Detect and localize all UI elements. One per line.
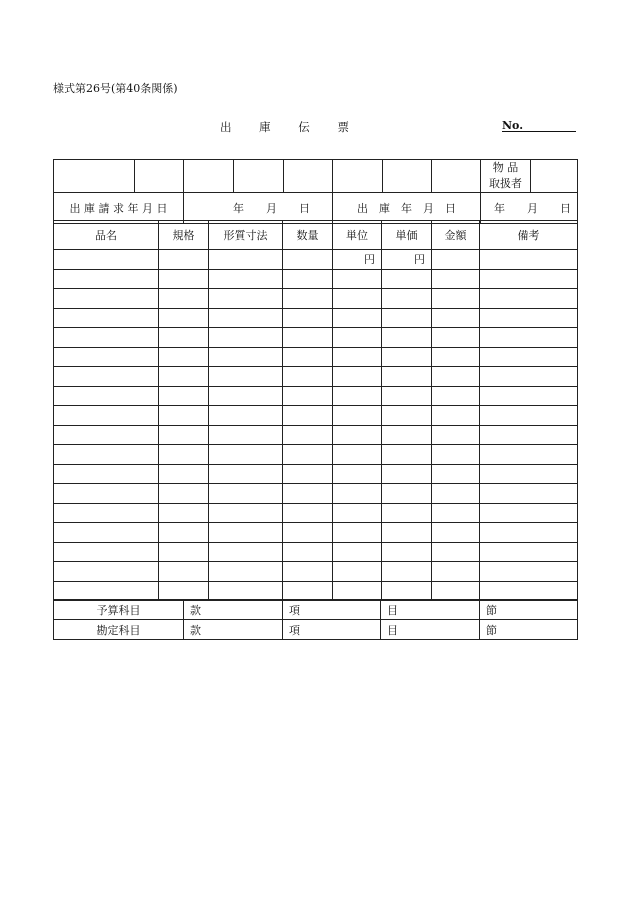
spec-cell[interactable] (159, 464, 209, 484)
stamp-cell[interactable] (284, 160, 333, 193)
table-row (54, 464, 578, 484)
unit-price-cell[interactable] (382, 269, 432, 289)
spec-cell[interactable] (159, 386, 209, 406)
budget-kou-field[interactable]: 項 (283, 600, 381, 620)
stamp-cell[interactable] (383, 160, 432, 193)
date-row (54, 193, 578, 224)
dimensions-cell[interactable] (209, 425, 283, 445)
quantity-cell[interactable] (283, 367, 333, 387)
item-name-cell[interactable] (54, 386, 159, 406)
item-name-cell[interactable] (54, 464, 159, 484)
quantity-cell[interactable] (283, 269, 333, 289)
remarks-cell[interactable] (480, 503, 578, 523)
unit-price-cell[interactable] (382, 542, 432, 562)
spec-cell[interactable] (159, 562, 209, 582)
spec-cell[interactable] (159, 542, 209, 562)
items-body (54, 221, 578, 601)
dimensions-cell[interactable] (209, 367, 283, 387)
spec-cell[interactable] (159, 328, 209, 348)
unit-price-cell[interactable] (382, 406, 432, 426)
col-header-quantity: 数量 (283, 221, 333, 250)
dimensions-cell[interactable] (209, 269, 283, 289)
table-row (54, 347, 578, 367)
unit-price-cell[interactable] (382, 289, 432, 309)
approval-stamp-row (54, 160, 578, 193)
form-reference: 様式第26号(第40条関係) (53, 82, 178, 95)
amount-cell[interactable] (432, 445, 480, 465)
quantity-cell[interactable] (283, 503, 333, 523)
unit-price-cell[interactable] (382, 445, 432, 465)
amount-cell[interactable] (432, 269, 480, 289)
unit-cell[interactable] (333, 386, 382, 406)
stamp-cell[interactable] (54, 160, 135, 193)
unit-price-cell[interactable] (382, 523, 432, 543)
unit-cell[interactable] (333, 269, 382, 289)
unit-cell[interactable] (333, 542, 382, 562)
unit-price-yen[interactable]: 円 (333, 250, 382, 270)
unit-cell[interactable] (333, 484, 382, 504)
table-row (54, 250, 578, 270)
item-name-cell[interactable] (54, 425, 159, 445)
remarks-cell[interactable] (480, 445, 578, 465)
budget-moku-field[interactable]: 目 (381, 600, 480, 620)
item-name-cell[interactable] (54, 484, 159, 504)
item-name-cell[interactable] (54, 503, 159, 523)
account-moku-field[interactable]: 目 (381, 620, 480, 640)
quantity-cell[interactable] (283, 484, 333, 504)
amount-cell[interactable] (432, 367, 480, 387)
col-header-item-name: 品名 (54, 221, 159, 250)
table-row (54, 562, 578, 582)
item-name-cell[interactable] (54, 289, 159, 309)
table-row (54, 503, 578, 523)
table-row (54, 367, 578, 387)
remarks-cell[interactable] (480, 542, 578, 562)
remarks-cell[interactable] (480, 523, 578, 543)
dimensions-cell[interactable] (209, 250, 283, 270)
dimensions-cell[interactable] (209, 503, 283, 523)
spec-cell[interactable] (159, 308, 209, 328)
unit-cell[interactable] (333, 347, 382, 367)
table-row (54, 386, 578, 406)
quantity-cell[interactable] (283, 406, 333, 426)
item-name-cell[interactable] (54, 250, 159, 270)
item-name-cell[interactable] (54, 367, 159, 387)
unit-price-cell[interactable] (382, 386, 432, 406)
remarks-cell[interactable] (480, 269, 578, 289)
col-header-amount: 金額 (432, 221, 480, 250)
remarks-cell[interactable] (480, 289, 578, 309)
spec-cell[interactable] (159, 289, 209, 309)
budget-label: 予算科目 (54, 600, 184, 620)
amount-cell[interactable] (432, 542, 480, 562)
item-name-cell[interactable] (54, 542, 159, 562)
spec-cell[interactable] (159, 503, 209, 523)
unit-cell[interactable] (333, 308, 382, 328)
quantity-cell[interactable] (283, 523, 333, 543)
table-row (54, 406, 578, 426)
col-header-unit-price: 単価 (382, 221, 432, 250)
dimensions-cell[interactable] (209, 562, 283, 582)
dimensions-cell[interactable] (209, 406, 283, 426)
spec-cell[interactable] (159, 269, 209, 289)
amount-cell[interactable] (432, 406, 480, 426)
unit-price-cell[interactable] (382, 367, 432, 387)
request-date-label: 出 庫 請 求 年 月 日 (54, 193, 184, 224)
quantity-cell[interactable] (283, 464, 333, 484)
quantity-cell[interactable] (283, 425, 333, 445)
remarks-cell[interactable] (480, 562, 578, 582)
account-setsu-field[interactable]: 節 (480, 620, 578, 640)
remarks-cell[interactable] (480, 308, 578, 328)
dimensions-cell[interactable] (209, 523, 283, 543)
amount-cell[interactable] (432, 308, 480, 328)
amount-cell[interactable] (432, 581, 480, 601)
remarks-cell[interactable] (480, 484, 578, 504)
dimensions-cell[interactable] (209, 445, 283, 465)
stamp-cell[interactable] (234, 160, 284, 193)
item-name-cell[interactable] (54, 562, 159, 582)
spec-cell[interactable] (159, 484, 209, 504)
remarks-cell[interactable] (480, 367, 578, 387)
unit-cell[interactable] (333, 289, 382, 309)
item-name-cell[interactable] (54, 328, 159, 348)
stamp-cell[interactable] (135, 160, 184, 193)
item-name-cell[interactable] (54, 406, 159, 426)
amount-cell[interactable] (432, 289, 480, 309)
quantity-cell[interactable] (283, 347, 333, 367)
amount-cell[interactable] (432, 328, 480, 348)
col-header-remarks: 備考 (480, 221, 578, 250)
quantity-cell[interactable] (283, 328, 333, 348)
amount-cell[interactable] (432, 503, 480, 523)
spec-cell[interactable] (159, 367, 209, 387)
unit-price-cell[interactable] (382, 328, 432, 348)
stamp-cell[interactable] (333, 160, 383, 193)
table-row (54, 289, 578, 309)
unit-cell[interactable] (333, 503, 382, 523)
spec-cell[interactable] (159, 523, 209, 543)
unit-cell[interactable] (333, 523, 382, 543)
item-name-cell[interactable] (54, 269, 159, 289)
unit-cell[interactable] (333, 464, 382, 484)
unit-cell[interactable] (333, 425, 382, 445)
issue-date-label: 出 庫 年 月 日 (333, 193, 481, 224)
unit-cell[interactable] (333, 445, 382, 465)
unit-price-cell[interactable] (382, 347, 432, 367)
dimensions-cell[interactable] (209, 308, 283, 328)
quantity-cell[interactable] (283, 445, 333, 465)
handler-label: 物 品 取扱者 (481, 160, 531, 193)
item-name-cell[interactable] (54, 347, 159, 367)
budget-table (53, 599, 578, 640)
remarks-cell[interactable] (480, 347, 578, 367)
amount-cell[interactable] (432, 347, 480, 367)
unit-price-cell[interactable] (382, 464, 432, 484)
spec-cell[interactable] (159, 425, 209, 445)
amount-cell[interactable] (432, 386, 480, 406)
account-kan-field[interactable]: 款 (184, 620, 283, 640)
info-table (53, 159, 578, 224)
table-row (54, 445, 578, 465)
amount-cell[interactable] (432, 464, 480, 484)
col-header-spec: 規格 (159, 221, 209, 250)
page-title: 出 庫 伝 票 (220, 120, 361, 134)
unit-price-cell[interactable] (382, 581, 432, 601)
request-date-field[interactable]: 年 月 日 (184, 193, 333, 224)
dimensions-cell[interactable] (209, 464, 283, 484)
stamp-cell[interactable] (432, 160, 481, 193)
unit-cell[interactable] (333, 562, 382, 582)
table-row (54, 523, 578, 543)
dimensions-cell[interactable] (209, 581, 283, 601)
table-row (54, 308, 578, 328)
dimensions-cell[interactable] (209, 542, 283, 562)
item-name-cell[interactable] (54, 308, 159, 328)
item-name-cell[interactable] (54, 581, 159, 601)
spec-cell[interactable] (159, 347, 209, 367)
dimensions-cell[interactable] (209, 328, 283, 348)
unit-price-cell[interactable] (382, 425, 432, 445)
dimensions-cell[interactable] (209, 289, 283, 309)
dimensions-cell[interactable] (209, 386, 283, 406)
unit-cell[interactable] (333, 581, 382, 601)
dimensions-cell[interactable] (209, 484, 283, 504)
quantity-cell[interactable] (283, 562, 333, 582)
handler-stamp-cell[interactable] (531, 160, 578, 193)
remarks-cell[interactable] (480, 386, 578, 406)
spec-cell[interactable] (159, 406, 209, 426)
col-header-dimensions: 形質寸法 (209, 221, 283, 250)
unit-price-cell[interactable] (382, 562, 432, 582)
amount-cell[interactable] (432, 425, 480, 445)
remarks-cell[interactable] (480, 464, 578, 484)
amount-yen[interactable]: 円 (382, 250, 432, 270)
table-row (54, 542, 578, 562)
quantity-cell[interactable] (283, 250, 333, 270)
amount-cell[interactable] (432, 523, 480, 543)
account-label: 勘定科目 (54, 620, 184, 640)
spec-cell[interactable] (159, 445, 209, 465)
remarks-cell[interactable] (480, 328, 578, 348)
quantity-cell[interactable] (283, 581, 333, 601)
quantity-cell[interactable] (283, 542, 333, 562)
amount-cell[interactable] (432, 562, 480, 582)
spec-cell[interactable] (159, 250, 209, 270)
budget-setsu-field[interactable]: 節 (480, 600, 578, 620)
remarks-cell[interactable] (480, 406, 578, 426)
issue-date-field[interactable]: 年 月 日 (481, 193, 578, 224)
table-row (54, 425, 578, 445)
amount-cell[interactable] (432, 250, 480, 270)
quantity-cell[interactable] (283, 386, 333, 406)
remarks-cell[interactable] (480, 581, 578, 601)
amount-cell[interactable] (432, 484, 480, 504)
remarks-cell[interactable] (480, 425, 578, 445)
item-name-cell[interactable] (54, 523, 159, 543)
budget-row (54, 600, 578, 620)
unit-cell[interactable] (333, 406, 382, 426)
quantity-cell[interactable] (283, 308, 333, 328)
account-row (54, 620, 578, 640)
budget-kan-field[interactable]: 款 (184, 600, 283, 620)
number-label: No. (502, 119, 524, 132)
table-row (54, 328, 578, 348)
stamp-cell[interactable] (184, 160, 234, 193)
items-header-row (54, 221, 578, 250)
table-row (54, 269, 578, 289)
spec-cell[interactable] (159, 581, 209, 601)
table-row (54, 581, 578, 601)
unit-price-cell[interactable] (382, 308, 432, 328)
table-row (54, 484, 578, 504)
unit-cell[interactable] (333, 367, 382, 387)
col-header-unit: 単位 (333, 221, 382, 250)
unit-price-cell[interactable] (382, 484, 432, 504)
unit-cell[interactable] (333, 328, 382, 348)
number-field[interactable] (502, 131, 576, 132)
unit-price-cell[interactable] (382, 503, 432, 523)
account-kou-field[interactable]: 項 (283, 620, 381, 640)
item-name-cell[interactable] (54, 445, 159, 465)
dimensions-cell[interactable] (209, 347, 283, 367)
items-table (53, 220, 578, 601)
quantity-cell[interactable] (283, 289, 333, 309)
remarks-cell[interactable] (480, 250, 578, 270)
